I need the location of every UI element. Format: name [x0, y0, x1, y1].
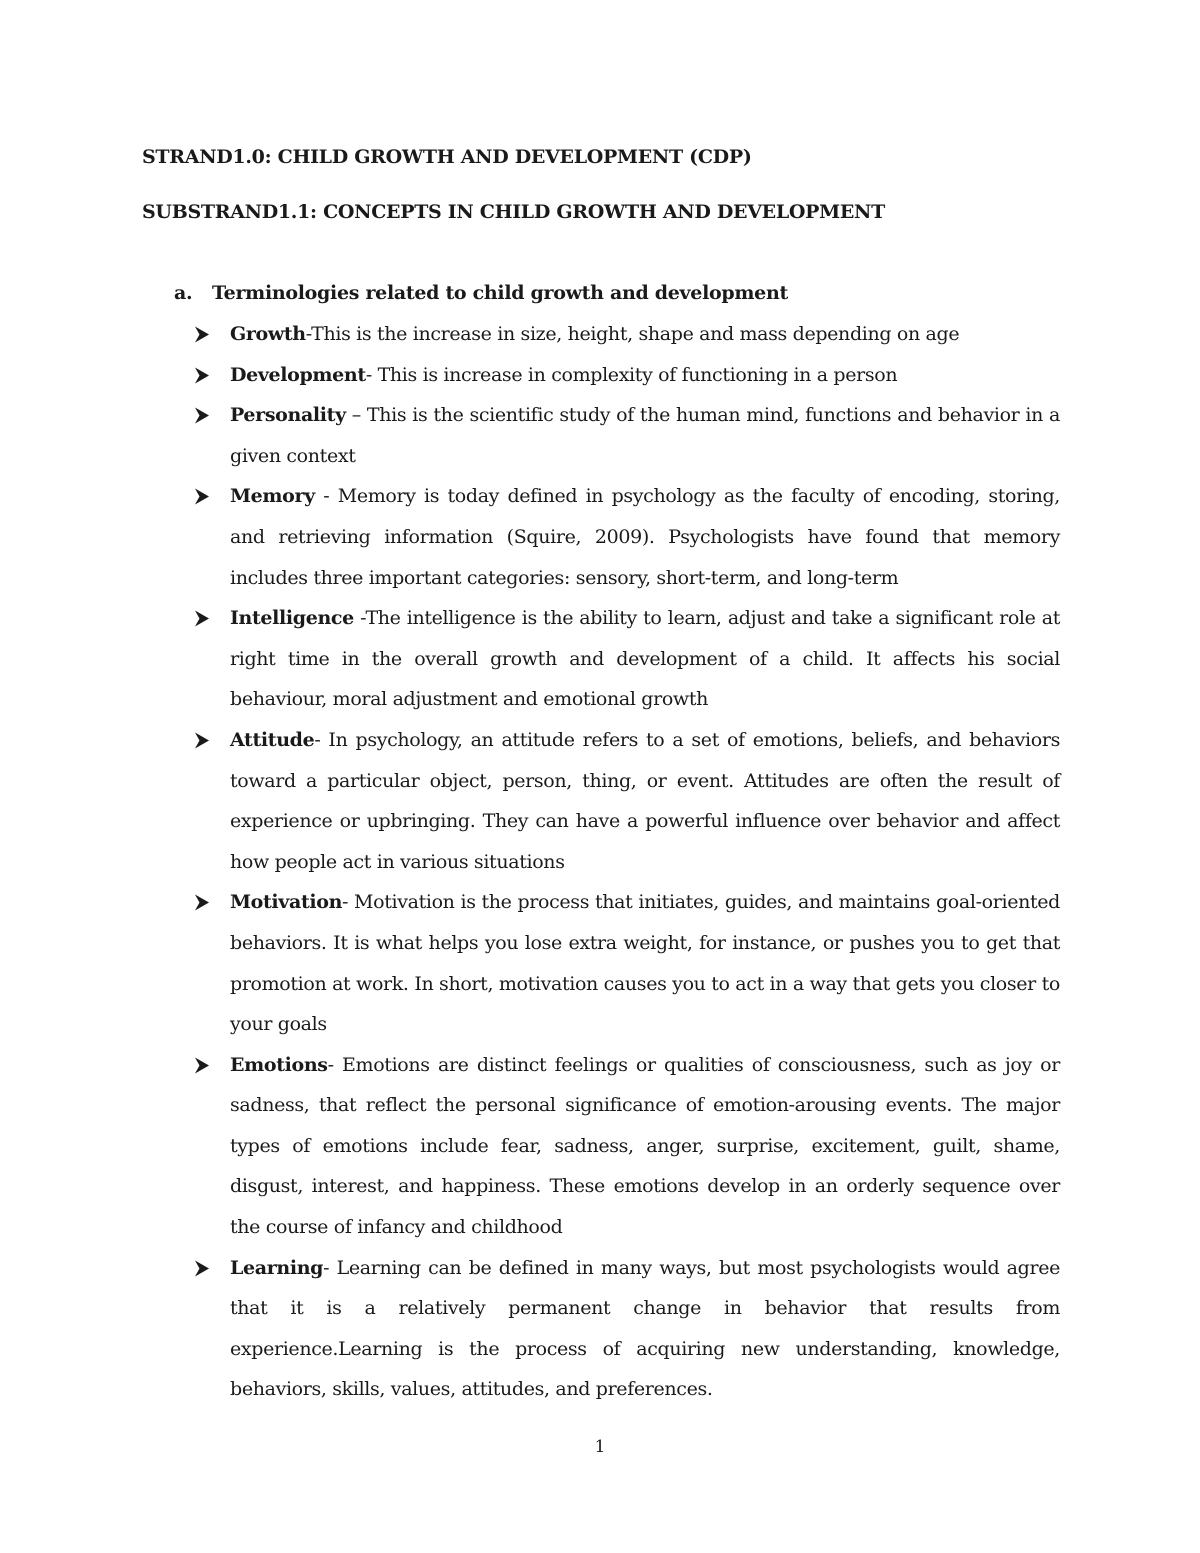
term-label: Learning: [230, 1256, 324, 1279]
term-definition: - In psychology, an attitude refers to a set of emotions, beliefs, and behaviors toward a particular object, person, thing, or event. Attitudes are often the result of experience or upbringing. They can have a powerful influence over behavior and affect how people act in various situations: [230, 728, 1060, 873]
term-item-growth: [192, 314, 1060, 355]
term-definition: -This is the increase in size, height, shape and mass depending on age: [305, 323, 960, 345]
substrand-heading: SUBSTRAND1.1: CONCEPTS IN CHILD GROWTH AND DEVELOPMENT: [142, 201, 885, 223]
term-label: Intelligence: [230, 607, 354, 630]
section-title: [174, 282, 788, 304]
term-label: Motivation: [230, 891, 343, 914]
term-label: Growth: [230, 323, 306, 345]
terminology-list: [192, 314, 1060, 1410]
term-definition: - Motivation is the process that initiates, guides, and maintains goal-oriented behaviors. It is what helps you lose extra weight, for instance, or pushes you to get that promotion at work. In short, motivation causes you to act in a way that gets you closer to your goals: [230, 891, 1060, 1036]
term-definition: - Emotions are distinct feelings or qualities of consciousness, such as joy or sadness, that reflect the personal significance of emotion-arousing events. The major types of emotions include fear, sadness, anger, surprise, excitement, guilt, shame, disgust, interest, and happiness. These emotions develop in an orderly sequence over the course of infancy and childhood: [230, 1053, 1060, 1239]
term-definition: – This is the scientific study of the human mind, functions and behavior in a given context: [230, 404, 1060, 467]
section-title-text: Terminologies related to child growth and development: [212, 282, 788, 304]
arrowhead-bullet-icon: [192, 1045, 212, 1085]
term-definition: - This is increase in complexity of functioning in a person: [365, 363, 898, 386]
page-number: 1: [594, 1437, 606, 1457]
term-item-memory: [192, 476, 1060, 598]
term-item-emotions: [192, 1045, 1060, 1248]
arrowhead-bullet-icon: [192, 1248, 212, 1288]
term-item-learning: [192, 1248, 1060, 1410]
arrowhead-bullet-icon: [192, 355, 212, 395]
term-item-motivation: [192, 882, 1060, 1044]
arrowhead-bullet-icon: [192, 598, 212, 638]
term-label: Attitude: [230, 728, 315, 751]
section-marker: a.: [174, 282, 193, 304]
strand-heading: STRAND1.0: CHILD GROWTH AND DEVELOPMENT (CDP): [142, 146, 752, 168]
arrowhead-bullet-icon: [192, 395, 212, 435]
term-item-intelligence: [192, 598, 1060, 720]
term-item-personality: [192, 395, 1060, 476]
term-label: Memory: [230, 485, 315, 508]
term-definition: - Learning can be defined in many ways, but most psychologists would agree that it is a relatively permanent change in behavior that results from experience.Learning is the process of acquiring new understanding, knowledge, behaviors, skills, values, attitudes, and preferences.: [230, 1256, 1060, 1401]
term-label: Personality: [230, 404, 346, 427]
term-item-development: [192, 355, 1060, 396]
term-label: Emotions: [230, 1053, 328, 1076]
term-definition: -The intelligence is the ability to learn, adjust and take a significant role at right time in the overall growth and development of a child. It affects his social behaviour, moral adjustment and emotional growth: [230, 607, 1060, 711]
arrowhead-bullet-icon: [192, 314, 212, 354]
arrowhead-bullet-icon: [192, 720, 212, 760]
arrowhead-bullet-icon: [192, 882, 212, 922]
term-item-attitude: [192, 720, 1060, 882]
term-definition: - Memory is today defined in psychology as the faculty of encoding, storing, and retrieving information (Squire, 2009). Psychologists have found that memory includes three important categories: sensory, short-term, and long-term: [230, 485, 1060, 589]
term-label: Development: [230, 363, 366, 386]
arrowhead-bullet-icon: [192, 476, 212, 516]
